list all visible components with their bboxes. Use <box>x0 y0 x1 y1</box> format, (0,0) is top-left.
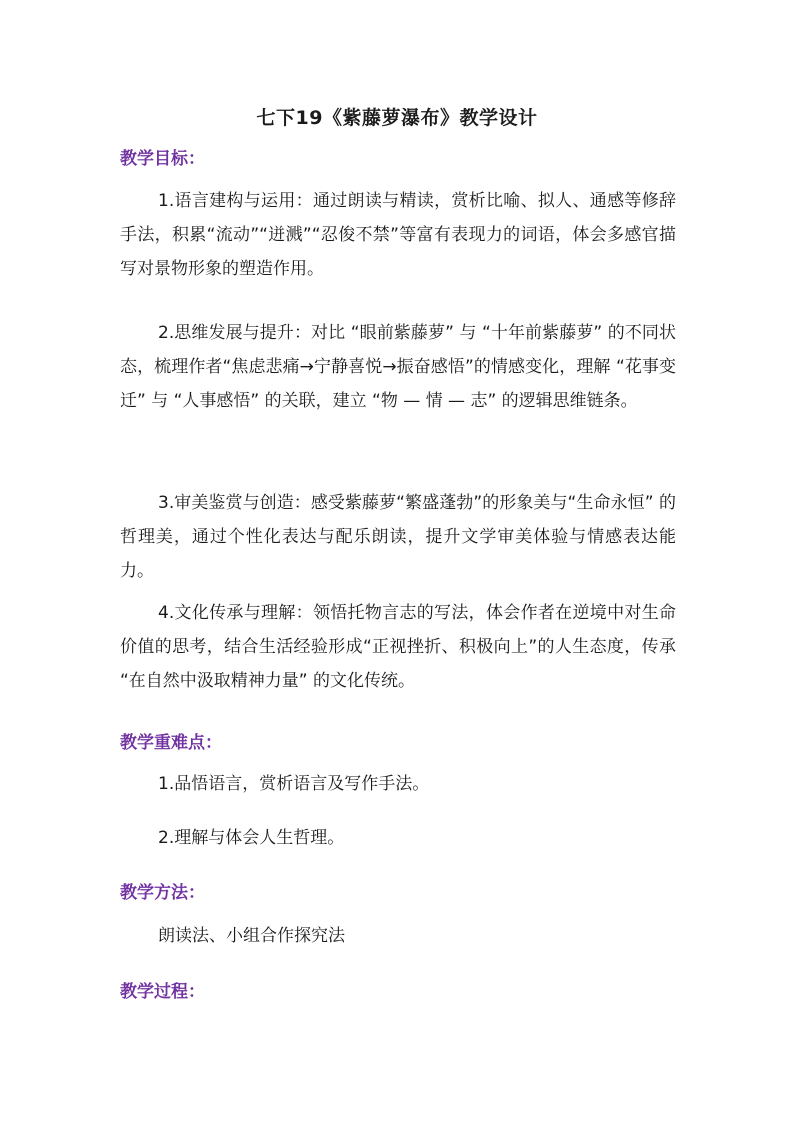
document-title: 七下19《紫藤萝瀑布》教学设计 <box>256 107 538 129</box>
methods-heading: 教学方法： <box>120 883 205 903</box>
objective-item-3: 3.审美鉴赏与创造：感受紫藤萝“繁盛蓬勃”的形象美与“生命永恒” 的哲理美，通过个性化表达与配乐朗读，提升文学审美体验与情感表达能力。 <box>120 493 676 581</box>
process-heading: 教学过程： <box>120 982 205 1002</box>
objective-item-4: 4.文化传承与理解：领悟托物言志的写法，体会作者在逆境中对生命价值的思考，结合生活经验形成“正视挫折、积极向上”的人生态度，传承 “在自然中汲取精神力量” 的文化传统。 <box>120 603 676 691</box>
key-point-item-2: 2.理解与体会人生哲理。 <box>158 828 345 848</box>
objective-item-1: 1.语言建构与运用：通过朗读与精读，赏析比喻、拟人、通感等修辞手法，积累“流动”“迸溅”“忍俊不禁”等富有表现力的词语，体会多感官描写对景物形象的塑造作用。 <box>120 191 676 279</box>
key-point-item-1: 1.品悟语言，赏析语言及写作手法。 <box>158 774 430 794</box>
objective-item-2: 2.思维发展与提升：对比 “眼前紫藤萝” 与 “十年前紫藤萝” 的不同状态，梳理作者“焦虑悲痛→宁静喜悦→振奋感悟”的情感变化，理解 “花事变迁” 与 “人事感悟” 的关联，建立 “物 — 情 — 志” 的逻辑思维链条。 <box>120 323 676 411</box>
key-points-heading: 教学重难点： <box>120 733 222 753</box>
objectives-heading: 教学目标： <box>120 149 205 169</box>
methods-text: 朗读法、小组合作探究法 <box>158 926 345 946</box>
